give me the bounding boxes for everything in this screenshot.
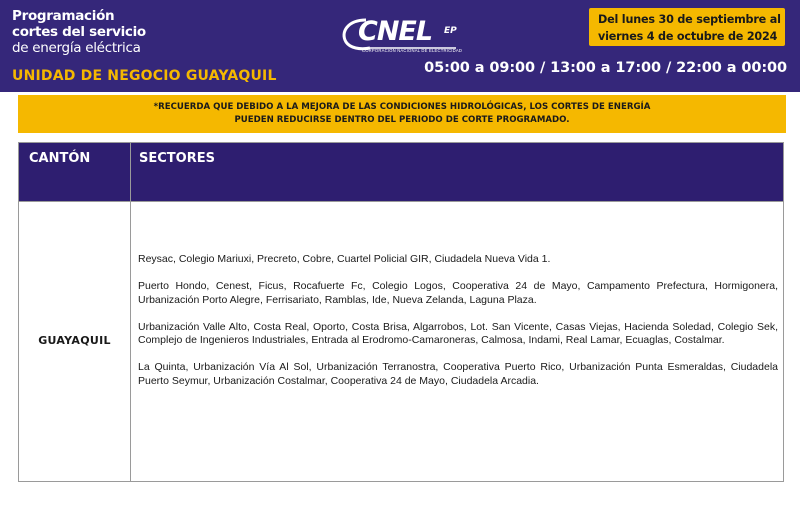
date-range-box bbox=[589, 8, 785, 46]
title-line-1: Programación bbox=[12, 8, 115, 24]
sector-group: Reysac, Colegio Mariuxi, Precreto, Cobre, Cuartel Policial GIR, Ciudadela Nueva Vida 1. bbox=[138, 253, 551, 265]
outage-table bbox=[18, 142, 784, 482]
notice-banner bbox=[18, 95, 786, 133]
column-divider bbox=[130, 143, 131, 481]
header-sectores: SECTORES bbox=[139, 151, 215, 166]
business-unit-label: UNIDAD DE NEGOCIO GUAYAQUIL bbox=[12, 68, 277, 84]
sector-group: Puerto Hondo, Cenest, Ficus, Rocafuerte Fc, Colegio Logos, Cooperativa 24 de Mayo, Campamento Prefectura, Hormigonera, Urbanización Porto Alegre, Ferrisariato, Ramblas, Ide, Nueva Zelanda, Laguna Plaza. bbox=[138, 280, 778, 306]
title-block bbox=[12, 8, 146, 57]
logo-suffix: EP bbox=[444, 26, 457, 36]
canton-cell: GUAYAQUIL bbox=[38, 334, 111, 347]
notice-line-2: PUEDEN REDUCIRSE DENTRO DEL PERIODO DE CORTE PROGRAMADO. bbox=[234, 115, 570, 125]
schedule-times: 05:00 a 09:00 / 13:00 a 17:00 / 22:00 a 00:00 bbox=[424, 60, 787, 76]
sector-group: Urbanización Valle Alto, Costa Real, Oporto, Costa Brisa, Algarrobos, Lot. San Vicente, Casas Viejas, Hacienda Soledad, Colegio Sek, Complejo de Ingenieros Industriales, Entrada al Erodromo-Camaroneras, Calmosa, Indami, Real Lamar, Ecuaglas, Costalmar. bbox=[138, 320, 778, 346]
date-line-2: viernes 4 de octubre de 2024 bbox=[598, 30, 778, 43]
header-banner bbox=[0, 0, 800, 92]
logo-subtitle: CORPORACIÓN NACIONAL DE ELECTRICIDAD bbox=[362, 48, 463, 53]
table-header bbox=[19, 143, 783, 201]
sectors-cell bbox=[138, 253, 778, 402]
date-line-1: Del lunes 30 de septiembre al bbox=[598, 13, 781, 26]
title-line-2: cortes del servicio bbox=[12, 24, 146, 40]
header-canton: CANTÓN bbox=[29, 151, 91, 166]
header-divider bbox=[19, 201, 783, 202]
notice-line-1: *RECUERDA QUE DEBIDO A LA MEJORA DE LAS CONDICIONES HIDROLÓGICAS, LOS CORTES DE ENERGÍA bbox=[153, 102, 651, 112]
title-line-3: de energía eléctrica bbox=[12, 40, 141, 56]
sector-group: La Quinta, Urbanización Vía Al Sol, Urbanización Terranostra, Cooperativa Puerto Rico, Urbanización Punta Esmeraldas, Ciudadela Puerto Seymur, Urbanización Costalmar, Cooperativa 24 de Mayo, Ciudadela Arcadia. bbox=[138, 361, 778, 387]
logo-wordmark: CNEL bbox=[358, 16, 433, 47]
cnel-logo bbox=[336, 14, 476, 58]
